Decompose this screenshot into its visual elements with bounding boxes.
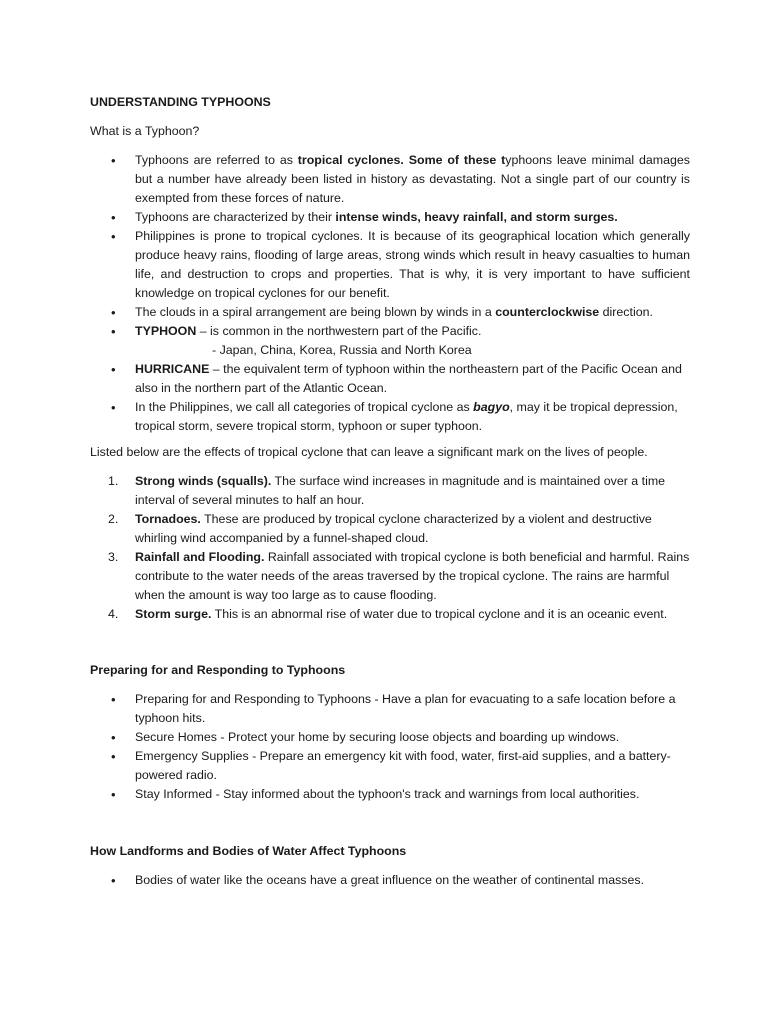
bullet-icon: •: [111, 153, 116, 168]
list-item: • Bodies of water like the oceans have a great influence on the weather of continental masses.: [111, 873, 645, 888]
what-is-typhoon-list: [90, 151, 690, 436]
bullet-icon: •: [111, 873, 116, 888]
list-item: • The clouds in a spiral arrangement are being blown by winds in a counterclockwise direction.: [111, 305, 653, 320]
item-number: 1.: [108, 474, 119, 488]
item-number: 3.: [108, 550, 119, 564]
typhoon-countries: - Japan, China, Korea, Russia and North Korea: [212, 343, 472, 357]
bullet-icon: •: [111, 749, 116, 764]
list-item: 1. Strong winds (squalls). The surface wind increases in magnitude and is maintained over a time interval of several minutes to half an hour.: [108, 474, 666, 507]
bullet-icon: •: [111, 787, 116, 802]
bullet-icon: •: [111, 229, 116, 244]
bullet-icon: •: [111, 324, 116, 339]
document-title: UNDERSTANDING TYPHOONS: [90, 95, 271, 109]
item-number: 4.: [108, 607, 119, 621]
list-item: • Secure Homes - Protect your home by securing loose objects and boarding up windows.: [111, 730, 620, 745]
list-item: 4. Storm surge. This is an abnormal rise of water due to tropical cyclone and it is an oceanic event.: [90, 605, 690, 624]
list-item: • In the Philippines, we call all categories of tropical cyclone as bagyo, may it be tropical depression, tropical storm, severe tropical storm, typhoon or super typhoon.: [111, 400, 678, 433]
list-item: • Typhoons are referred to as tropical cyclones. Some of these typhoons leave minimal damages but a number have already been listed in history as devastating. Not a single part of our country is exempted from these forces of nature.: [111, 153, 691, 205]
bullet-icon: •: [111, 730, 116, 745]
preparing-list: [90, 690, 690, 804]
preparing-heading: Preparing for and Responding to Typhoons: [90, 663, 346, 677]
item-number: 2.: [108, 512, 119, 526]
list-item: • HURRICANE – the equivalent term of typhoon within the northeastern part of the Pacific Ocean and also in the northern part of the Atlantic Ocean.: [111, 362, 682, 395]
list-item: • Philippines is prone to tropical cyclones. It is because of its geographical location which generally produce heavy rains, flooding of large areas, strong winds which result in heavy casualties to human life, and destruction to crops and properties. That is why, it is very important to have sufficient knowledge on tropical cyclones for our benefit.: [111, 229, 690, 300]
bullet-icon: •: [111, 400, 116, 415]
bullet-icon: •: [111, 305, 116, 320]
section-question: What is a Typhoon?: [90, 124, 200, 138]
effects-list: [90, 472, 690, 624]
list-item: • Preparing for and Responding to Typhoons - Have a plan for evacuating to a safe location before a typhoon hits.: [111, 692, 676, 725]
bullet-icon: •: [111, 210, 116, 225]
list-item: 3. Rainfall and Flooding. Rainfall associated with tropical cyclone is both beneficial and harmful. Rains contribute to the water needs of the areas traversed by the tropical cyclone. The rains are harmful when the amount is way too large as to cause flooding.: [108, 550, 690, 602]
list-item: • Typhoons are characterized by their intense winds, heavy rainfall, and storm surges.: [111, 210, 618, 225]
bullet-icon: •: [111, 692, 116, 707]
list-item: • Emergency Supplies - Prepare an emergency kit with food, water, first-aid supplies, and a battery-powered radio.: [111, 749, 671, 782]
landforms-list: [90, 871, 690, 890]
list-item: 2. Tornadoes. These are produced by tropical cyclone characterized by a violent and destructive whirling wind accompanied by a funnel-shaped cloud.: [108, 512, 652, 545]
effects-intro: Listed below are the effects of tropical cyclone that can leave a significant mark on the lives of people.: [90, 445, 648, 459]
bullet-icon: •: [111, 362, 116, 377]
landforms-heading: How Landforms and Bodies of Water Affect Typhoons: [90, 844, 407, 858]
list-item: • Stay Informed - Stay informed about the typhoon's track and warnings from local authorities.: [111, 787, 640, 802]
list-item: • TYPHOON – is common in the northwestern part of the Pacific. - Japan, China, Korea, Russia and North Korea: [90, 322, 690, 360]
